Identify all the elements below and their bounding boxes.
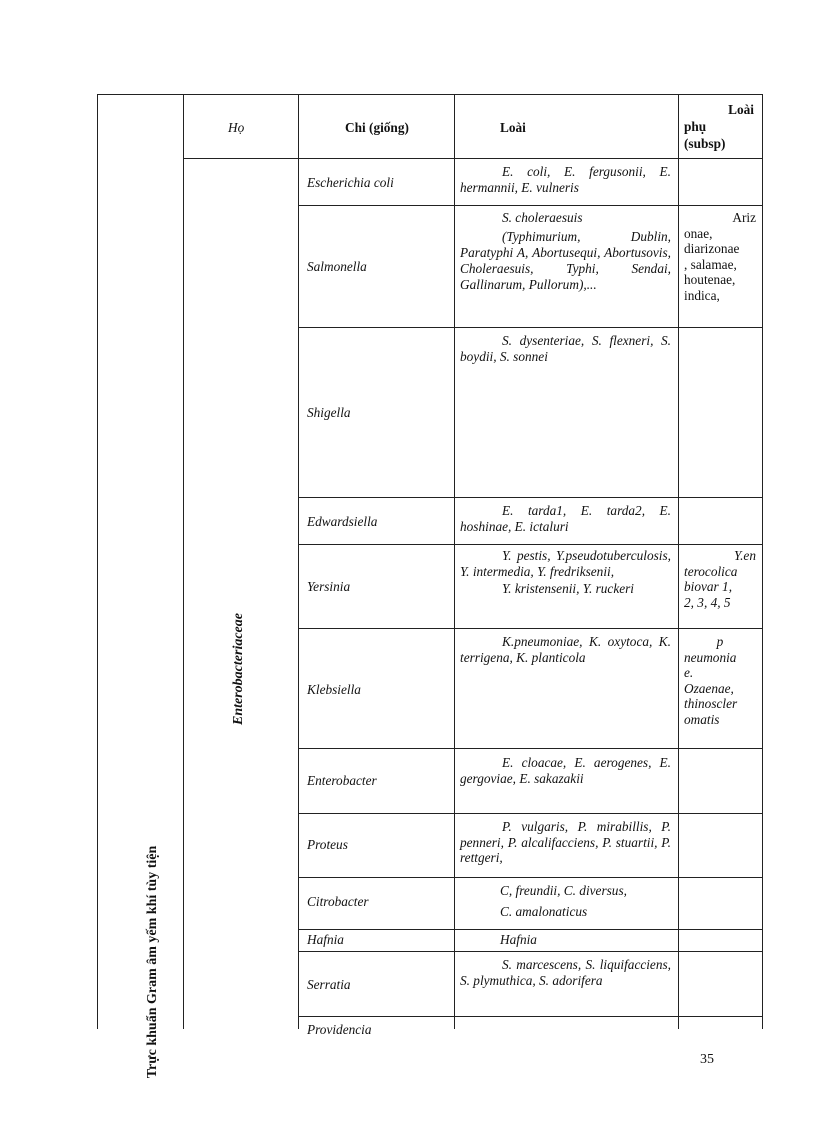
- species-text: K.pneumoniae, K. oxytoca, K. terrigena, K. planticola: [460, 634, 671, 665]
- species-cell: [447, 634, 671, 665]
- species-text: S. choleraesuis: [502, 210, 583, 225]
- subsp-line: terocolica: [684, 563, 738, 579]
- genus-cell: Hafnia: [307, 932, 344, 947]
- species-cell: [447, 333, 671, 364]
- species-cell: [500, 932, 537, 948]
- column-divider-2: [298, 94, 299, 1029]
- subsp-line: thinoscler: [684, 696, 738, 711]
- subsp-line: indica,: [684, 287, 720, 303]
- subsp-line: Ozaenae,: [684, 680, 734, 696]
- row-divider: [298, 205, 763, 206]
- species-text: E. coli, E. fergusonii, E. hermannii, E. vulneris: [460, 164, 671, 195]
- subsp-line: e.: [684, 665, 694, 680]
- header-chi: Chi (giống): [345, 120, 409, 135]
- species-text: C, freundii, C. diversus,: [500, 883, 627, 898]
- column-divider-4: [678, 94, 679, 1029]
- genus-cell: Enterobacter: [307, 773, 377, 788]
- subsp-line: biovar 1,: [684, 579, 733, 594]
- subsp-cell: [684, 634, 756, 727]
- row-divider: [298, 813, 763, 814]
- species-cell: [447, 164, 671, 195]
- subsp-line: , salamae,: [684, 256, 737, 272]
- row-divider: [298, 748, 763, 749]
- species-text: Hafnia: [500, 932, 537, 947]
- genus-cell: Providencia: [307, 1022, 372, 1037]
- genus-cell: Serratia: [307, 977, 351, 992]
- genus-cell: Klebsiella: [307, 682, 361, 697]
- subsp-cell: [684, 210, 756, 303]
- subsp-cell: [684, 548, 756, 610]
- subsp-line: houtenae,: [684, 272, 736, 287]
- header-loai-phu-lines: [684, 118, 756, 152]
- species-cell: [500, 883, 675, 919]
- species-text: C. amalonaticus: [500, 903, 588, 919]
- subsp-line: neumonia: [684, 649, 737, 665]
- row-divider: [298, 951, 763, 952]
- row-divider: [298, 544, 763, 545]
- row-divider: [298, 628, 763, 629]
- header-bottom-line: [183, 158, 763, 159]
- group-label-vertical: Trực khuẩn Gram âm yếm khí tùy tiện: [145, 845, 160, 1079]
- species-text: (Typhimurium, Dublin, Paratyphi A, Abortusequi, Abortusovis, Choleraesuis, Typhi, Sendai, Gallinarum, Pullorum),...: [460, 228, 671, 292]
- header-loai: Loài: [500, 120, 526, 135]
- row-divider: [298, 877, 763, 878]
- header-loai-phu: [684, 101, 754, 118]
- genus-cell: Proteus: [307, 837, 348, 852]
- table-border-top: [97, 94, 763, 95]
- page-number: 35: [700, 1052, 714, 1067]
- species-text: E. cloacae, E. aerogenes, E. gergoviae, E. sakazakii: [460, 755, 671, 786]
- table-border-left: [97, 94, 98, 1029]
- species-cell: [447, 548, 671, 597]
- row-divider: [298, 1016, 763, 1017]
- row-divider: [298, 929, 763, 930]
- species-text: S. dysenteriae, S. flexneri, S. boydii, S. sonnei: [460, 333, 671, 364]
- subsp-line: 2, 3, 4, 5: [684, 594, 731, 610]
- species-cell: [447, 819, 671, 866]
- family-label-vertical: Enterobacteriaceae: [231, 613, 246, 725]
- subsp-line: onae,: [684, 225, 713, 241]
- species-text: Y. pestis, Y.pseudotuberculosis, Y. intermedia, Y. fredriksenii,: [460, 548, 671, 579]
- row-divider: [298, 497, 763, 498]
- genus-cell: Citrobacter: [307, 894, 369, 909]
- subsp-line: p: [716, 634, 724, 649]
- genus-cell: Escherichia coli: [307, 175, 394, 190]
- species-cell: [447, 957, 671, 988]
- species-text: P. vulgaris, P. mirabillis, P. penneri, P. alcalifacciens, P. stuartii, P. rettgeri,: [460, 819, 671, 865]
- genus-cell: Yersinia: [307, 579, 351, 594]
- species-cell: [447, 755, 671, 786]
- species-text: E. tarda1, E. tarda2, E. hoshinae, E. ictaluri: [460, 503, 671, 534]
- header-loai-phu-line2: phụ: [684, 119, 707, 134]
- genus-cell: Shigella: [307, 405, 351, 420]
- header-loai-phu-line1: Loài: [728, 102, 754, 117]
- subsp-line: Ariz: [732, 210, 756, 225]
- table-border-right: [762, 94, 763, 1029]
- species-text: S. marcescens, S. liquifacciens, S. plymuthica, S. adorifera: [460, 957, 671, 988]
- subsp-line: omatis: [684, 711, 720, 727]
- header-loai-phu-line3: (subsp): [684, 136, 726, 151]
- species-cell: [447, 503, 671, 534]
- header-ho: Họ: [228, 120, 245, 135]
- subsp-line: Y.en: [733, 548, 756, 563]
- column-divider-1: [183, 94, 184, 1029]
- subsp-line: diarizonae: [684, 241, 740, 256]
- row-divider: [298, 327, 763, 328]
- species-text: Y. kristensenii, Y. ruckeri: [502, 581, 634, 596]
- species-cell: [447, 210, 671, 293]
- genus-cell: Salmonella: [307, 259, 367, 274]
- genus-cell: Edwardsiella: [307, 514, 378, 529]
